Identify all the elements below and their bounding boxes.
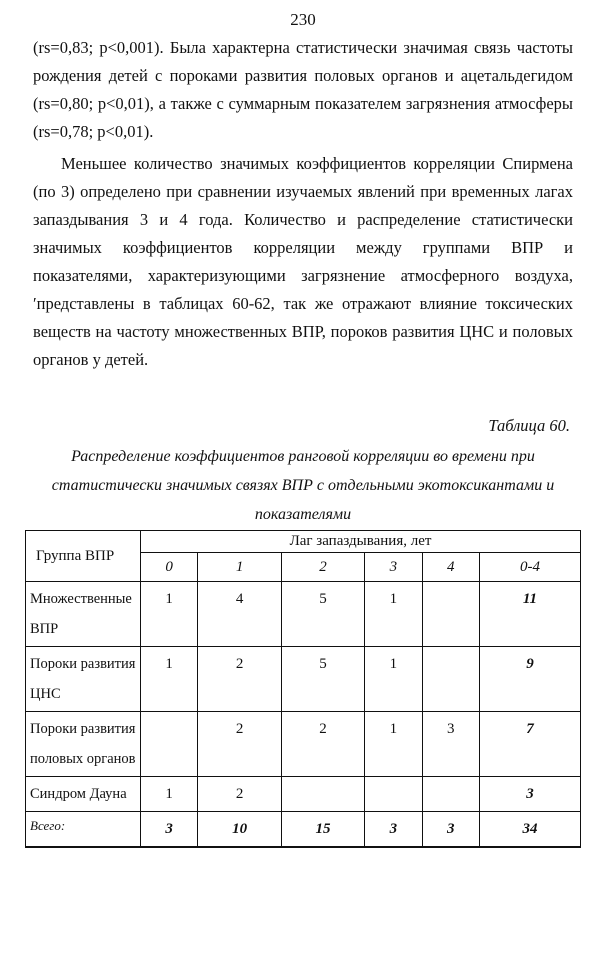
data-table [25, 530, 581, 848]
table-row [26, 582, 581, 647]
table-row [26, 712, 581, 777]
cell: 2 [281, 712, 364, 777]
header-lag: Лаг запаздывания, лет [141, 531, 581, 553]
row-label: Пороки развития половых органов [26, 712, 141, 777]
lag-0: 0 [141, 553, 198, 582]
cell: 2 [198, 647, 281, 712]
cell [422, 777, 479, 812]
cell: 1 [141, 647, 198, 712]
row-label: Синдром Дауна [26, 777, 141, 812]
lag-2: 2 [281, 553, 364, 582]
total-cell: 3 [365, 812, 422, 848]
cell [422, 647, 479, 712]
total-cell: 10 [198, 812, 281, 848]
total-label: Всего: [26, 812, 141, 848]
lag-4: 4 [422, 553, 479, 582]
cell: 1 [365, 647, 422, 712]
cell [281, 777, 364, 812]
row-total: 11 [479, 582, 580, 647]
row-total: 3 [479, 777, 580, 812]
table-caption: Распределение коэффициентов ранговой корреляции во времени при статистически значимых связях ВПР с отдельными экотоксикантами и показателями [51, 448, 555, 523]
table-total-row [26, 812, 581, 848]
cell: 2 [198, 777, 281, 812]
lag-total: 0-4 [479, 553, 580, 582]
total-cell: 3 [422, 812, 479, 848]
row-label: Множественные ВПР [26, 582, 141, 647]
table-row [26, 647, 581, 712]
cell [141, 712, 198, 777]
row-total: 7 [479, 712, 580, 777]
paragraph-2: Меньшее количество значимых коэффициентов корреляции Спирмена (по 3) определено при сравнении изучаемых явлений при временных лагах запаздывания 3 и 4 года. Количество и распределение статистически значимых коэффициентов корреляции между группами ВПР и показателями, характеризующими загрязнение атмосферного воздуха, ′представлены в таблицах 60-62, так же отражают влияние токсических веществ на частоту множественных ВПР, пороков развития ЦНС и половых органов у детей. [33, 154, 573, 369]
cell: 3 [422, 712, 479, 777]
table-row [26, 777, 581, 812]
total-cell: 3 [141, 812, 198, 848]
cell: 5 [281, 582, 364, 647]
lag-1: 1 [198, 553, 281, 582]
cell [422, 582, 479, 647]
cell: 5 [281, 647, 364, 712]
cell [365, 777, 422, 812]
cell: 1 [365, 712, 422, 777]
row-label: Пороки развития ЦНС [26, 647, 141, 712]
cell: 1 [141, 582, 198, 647]
total-cell: 34 [479, 812, 580, 848]
page-number: 230 [290, 10, 316, 29]
row-total: 9 [479, 647, 580, 712]
lag-3: 3 [365, 553, 422, 582]
total-cell: 15 [281, 812, 364, 848]
header-group: Группа ВПР [26, 531, 141, 582]
table-label: Таблица 60. [488, 416, 570, 435]
cell: 1 [141, 777, 198, 812]
paragraph-1: (rs=0,83; p<0,001). Была характерна статистически значимая связь частоты рождения детей с пороками развития половых органов и ацетальдегидом (rs=0,80; p<0,01), а также с суммарным показателем загрязнения атмосферы (rs=0,78; p<0,01). [33, 38, 573, 141]
cell: 2 [198, 712, 281, 777]
table-header-row [26, 531, 581, 553]
cell: 4 [198, 582, 281, 647]
cell: 1 [365, 582, 422, 647]
